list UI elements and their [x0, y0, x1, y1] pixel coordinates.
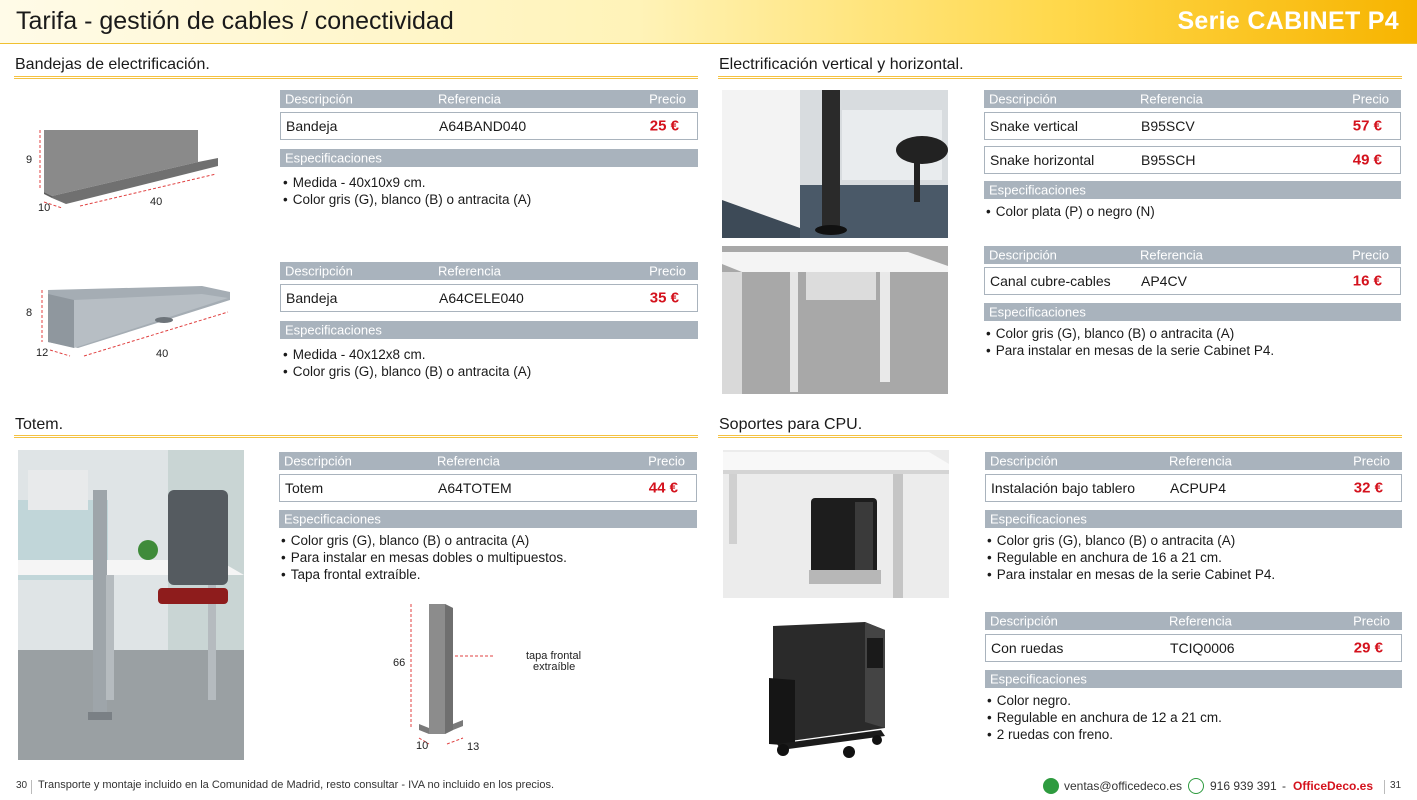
- totem-photo: [18, 450, 244, 760]
- table-header: Descripción Referencia Precio: [985, 612, 1402, 630]
- table-row: Canal cubre-cables AP4CV 16 €: [984, 267, 1401, 295]
- list-item: • Para instalar en mesas de la serie Cabinet P4.: [987, 566, 1275, 583]
- footer-note: Transporte y montaje incluido en la Comunidad de Madrid, resto consultar - IVA no incluido en los precios.: [38, 779, 555, 791]
- dim-width: 13: [467, 741, 480, 753]
- row-ref: A64BAND040: [439, 118, 527, 134]
- list-item: • Color plata (P) o negro (N): [986, 203, 1155, 220]
- table-row: Bandeja A64CELE040 35 €: [280, 284, 698, 312]
- specs-list: [986, 325, 1274, 359]
- table-header: Descripción Referencia Precio: [985, 452, 1402, 470]
- table-header: Descripción Referencia Precio: [984, 246, 1401, 264]
- cpu-bajo-tablero-photo: [723, 450, 949, 598]
- separator-dash: -: [1282, 779, 1286, 793]
- cpu-ruedas-photo: [765, 618, 892, 760]
- section-rule: [718, 435, 1402, 438]
- list-item: • Color gris (G), blanco (B) o antracita (A): [986, 325, 1274, 342]
- table-row: Instalación bajo tablero ACPUP4 32 €: [985, 474, 1402, 502]
- canal-photo: [722, 246, 948, 394]
- divider: [31, 780, 32, 794]
- specs-header: Especificaciones: [985, 670, 1402, 688]
- specs-header: Especificaciones: [984, 303, 1401, 321]
- table-row: Snake vertical B95SCV 57 €: [984, 112, 1401, 140]
- table-header: Descripción Referencia Precio: [984, 90, 1401, 108]
- phone-number[interactable]: 916 939 391: [1210, 779, 1277, 793]
- list-item: • Color gris (G), blanco (B) o antracita (A): [987, 532, 1275, 549]
- dim-height: 66: [393, 657, 406, 669]
- list-item: • Para instalar en mesas de la serie Cabinet P4.: [986, 342, 1274, 359]
- col-precio: Precio: [649, 91, 686, 107]
- totem-drawing: [405, 598, 495, 748]
- series-title: Serie CABINET P4: [1177, 7, 1399, 35]
- footer: [0, 776, 1417, 800]
- list-item: • Color gris (G), blanco (B) o antracita (A): [283, 363, 531, 380]
- section-title-totem: Totem.: [15, 416, 64, 433]
- callout-tapa: tapa frontal: [526, 650, 582, 662]
- list-item: • Regulable en anchura de 16 a 21 cm.: [987, 549, 1275, 566]
- table-row: Totem A64TOTEM 44 €: [279, 474, 697, 502]
- table-header: Descripción Referencia Precio: [280, 262, 698, 280]
- specs-header: Especificaciones: [985, 510, 1402, 528]
- table-row: [280, 112, 698, 140]
- specs-header: Especificaciones: [280, 149, 698, 167]
- list-item: • Medida - 40x12x8 cm.: [283, 346, 531, 363]
- table-row: Con ruedas TCIQ0006 29 €: [985, 634, 1402, 662]
- email-link[interactable]: ventas@officedeco.es: [1064, 779, 1183, 793]
- list-item: • Tapa frontal extraíble.: [281, 566, 567, 583]
- row-desc: Bandeja: [286, 118, 338, 134]
- specs-list: [987, 532, 1275, 583]
- snake-vertical-photo: [722, 90, 948, 238]
- callout-extraible: extraíble: [533, 661, 576, 673]
- section-title-cpu: Soportes para CPU.: [719, 416, 863, 433]
- dim-depth: 10: [38, 202, 51, 214]
- dim-depth: 12: [36, 347, 49, 359]
- list-item: • Para instalar en mesas dobles o multipuestos.: [281, 549, 567, 566]
- specs-header: Especificaciones: [280, 321, 698, 339]
- dim-length: 40: [150, 196, 163, 208]
- section-rule: [718, 76, 1402, 79]
- page-title: Tarifa - gestión de cables / conectividad: [16, 7, 454, 35]
- specs-header: Especificaciones: [984, 181, 1401, 199]
- section-title-bandejas: Bandejas de electrificación.: [15, 56, 210, 73]
- section-rule: [14, 435, 698, 438]
- dim-height: 9: [26, 154, 33, 166]
- list-item: • Regulable en anchura de 12 a 21 cm.: [987, 709, 1222, 726]
- specs-list: [283, 346, 531, 380]
- list-item: • Color gris (G), blanco (B) o antracita (A): [281, 532, 567, 549]
- dim-length: 40: [156, 348, 169, 360]
- brand-link[interactable]: OfficeDeco.es: [1293, 779, 1374, 793]
- dim-depth: 10: [416, 740, 429, 752]
- list-item: • Color negro.: [987, 692, 1222, 709]
- divider: [1384, 780, 1385, 794]
- phone-icon: [1188, 778, 1204, 794]
- list-item: • 2 ruedas con freno.: [987, 726, 1222, 743]
- specs-list: [986, 203, 1155, 220]
- email-icon: [1043, 778, 1059, 794]
- table-header: [280, 90, 698, 108]
- table-row: Snake horizontal B95SCH 49 €: [984, 146, 1401, 174]
- page-number-left: 30: [16, 780, 28, 791]
- col-descripcion: Descripción: [285, 91, 353, 107]
- section-title-electrificacion: Electrificación vertical y horizontal.: [719, 56, 964, 73]
- specs-list: [281, 532, 567, 583]
- dim-height: 8: [26, 307, 33, 319]
- bandeja-2-drawing: [22, 280, 237, 360]
- list-item: • Medida - 40x10x9 cm.: [283, 174, 531, 191]
- row-price: 25 €: [649, 117, 679, 135]
- section-rule: [14, 76, 698, 79]
- specs-list: [283, 174, 531, 208]
- page-number-right: 31: [1390, 780, 1402, 791]
- col-referencia: Referencia: [438, 91, 501, 107]
- bandeja-1-drawing: [22, 118, 232, 213]
- header-bar: [0, 0, 1417, 44]
- specs-list: [987, 692, 1222, 743]
- table-header: Descripción Referencia Precio: [279, 452, 697, 470]
- list-item: • Color gris (G), blanco (B) o antracita (A): [283, 191, 531, 208]
- specs-header: Especificaciones: [279, 510, 697, 528]
